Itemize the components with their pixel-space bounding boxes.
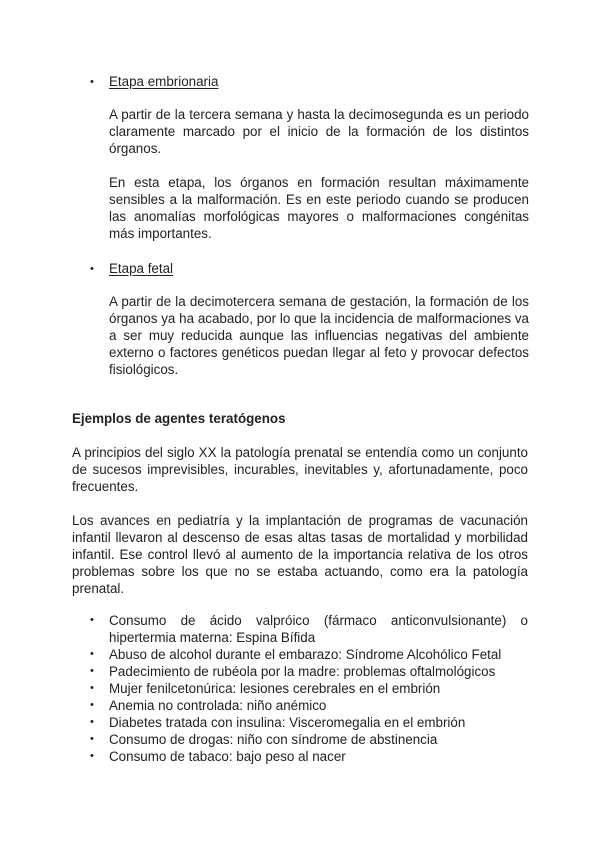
list-item-text: Abuso de alcohol durante el embarazo: Síndrome Alcohólico Fetal bbox=[109, 647, 502, 662]
bullet-marker: • bbox=[90, 716, 94, 728]
bullet-marker: • bbox=[90, 263, 94, 275]
stage-fetal-paragraph-1: A partir de la decimotercera semana de gestación, la formación de los órganos ya ha acabado, por lo que la incidencia de malformaciones va a ser muy reducida aunque las influencias negativas del ambiente externo o factores genéticos puedan llegar al feto y provocar defectos fisiológicos. bbox=[109, 294, 529, 377]
list-item bbox=[72, 663, 528, 680]
list-item bbox=[72, 646, 528, 663]
list-item-text: Mujer fenilcetonúrica: lesiones cerebrales en el embrión bbox=[109, 681, 441, 696]
bullet-marker: • bbox=[90, 648, 94, 660]
stage-embrionaria-title: Etapa embrionaria bbox=[109, 74, 219, 89]
bullet-marker: • bbox=[90, 733, 94, 745]
stage-embrionaria-paragraph-2: En esta etapa, los órganos en formación resultan máximamente sensibles a la malformación. Es en este periodo cuando se producen las anomalías morfológicas mayores o malformaciones congénitas más importantes. bbox=[109, 175, 529, 241]
stage-fetal-title: Etapa fetal bbox=[109, 261, 174, 276]
section-title: Ejemplos de agentes teratógenos bbox=[72, 411, 286, 426]
list-item bbox=[72, 680, 528, 697]
bullet-marker: • bbox=[90, 699, 94, 711]
bullet-marker: • bbox=[90, 76, 94, 88]
bullet-marker: • bbox=[90, 750, 94, 762]
list-item bbox=[72, 714, 528, 731]
examples-paragraph-1: A principios del siglo XX la patología prenatal se entendía como un conjunto de sucesos imprevisibles, incurables, inevitables y, afortunadamente, poco frecuentes. bbox=[72, 445, 528, 494]
bullet-marker: • bbox=[90, 665, 94, 677]
list-item bbox=[72, 731, 528, 748]
bullet-marker: • bbox=[90, 614, 94, 626]
list-item-text: Padecimiento de rubéola por la madre: problemas oftalmológicos bbox=[109, 664, 496, 679]
list-item-text: Diabetes tratada con insulina: Visceromegalia en el embrión bbox=[109, 715, 466, 730]
stage-embrionaria-paragraph-1: A partir de la tercera semana y hasta la decimosegunda es un periodo claramente marcado por el inicio de la formación de los distintos órganos. bbox=[109, 107, 529, 156]
list-item-text: Anemia no controlada: niño anémico bbox=[109, 698, 327, 713]
list-item-text: Consumo de drogas: niño con síndrome de abstinencia bbox=[109, 732, 438, 747]
list-item bbox=[72, 748, 528, 765]
examples-paragraph-2: Los avances en pediatría y la implantación de programas de vacunación infantil llevaron al descenso de esas altas tasas de mortalidad y morbilidad infantil. Ese control llevó al aumento de la importancia relativa de los otros problemas sobre los que no se estaba actuando, como era la patología prenatal. bbox=[72, 513, 528, 596]
bullet-marker: • bbox=[90, 682, 94, 694]
list-item-text: Consumo de ácido valpróico (fármaco anticonvulsionante) o hipertermia materna: Espina Bífida bbox=[109, 613, 528, 645]
list-item bbox=[72, 697, 528, 714]
list-item bbox=[72, 612, 528, 646]
list-item-text: Consumo de tabaco: bajo peso al nacer bbox=[109, 749, 346, 764]
teratogen-list bbox=[72, 612, 528, 765]
